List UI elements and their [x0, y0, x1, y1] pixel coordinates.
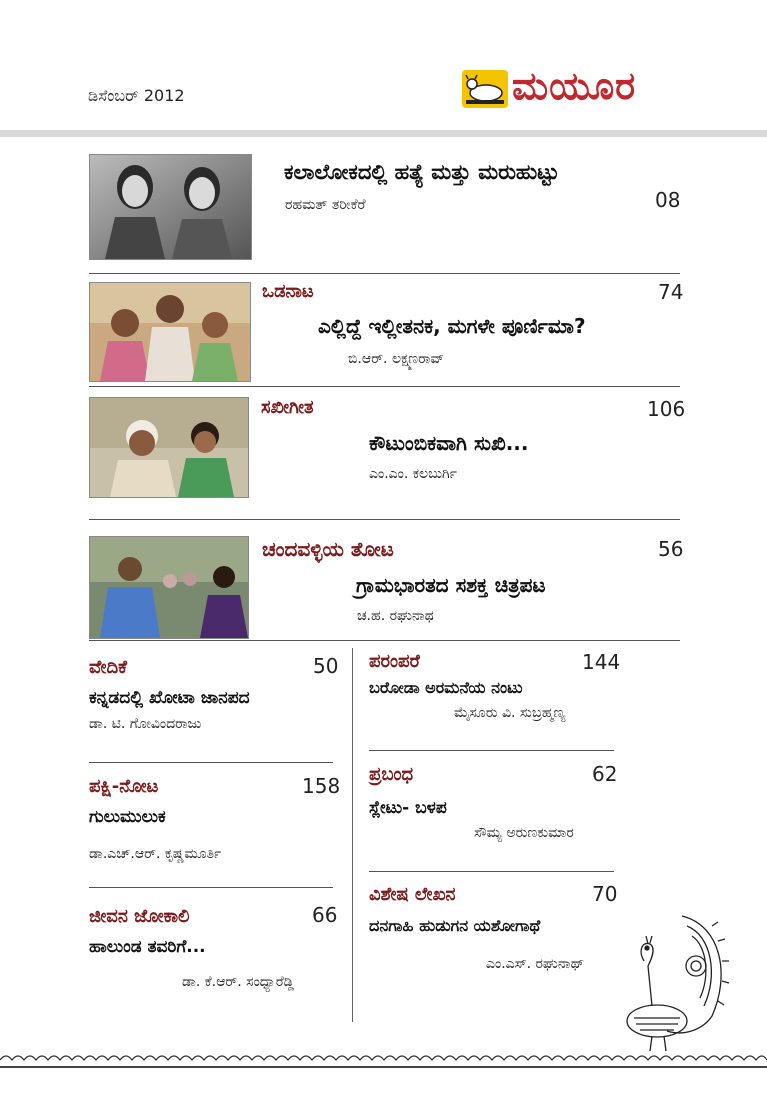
feature-3-page[interactable]: 106 — [647, 397, 686, 421]
feature-photo-3 — [89, 397, 249, 498]
feature-4-author: ಚ.ಹ. ರಘುನಾಥ — [357, 608, 434, 624]
logo-wordmark: ಮಯೂರ — [512, 64, 637, 108]
feature-1-title[interactable]: ಕಲಾಲೋಕದಲ್ಲಿ ಹತ್ಯೆ ಮತ್ತು ಮರುಹುಟ್ಟು — [284, 160, 560, 184]
right-1-title[interactable]: ಬರೋಡಾ ಅರಮನೆಯ ನಂಟು — [369, 678, 523, 697]
magazine-logo — [462, 66, 682, 112]
section-label: ಚಂದವಳ್ಳಿಯ ತೋಟ — [262, 537, 394, 561]
right-1-author: ಮೈಸೂರು ವಿ. ಸುಬ್ರಹ್ಮಣ್ಯ — [454, 705, 566, 721]
left-2-title[interactable]: ಗುಲುಮುಲುಕ — [89, 807, 166, 827]
column-divider — [352, 648, 353, 1022]
divider — [369, 871, 614, 872]
feature-2-page[interactable]: 74 — [658, 280, 684, 304]
divider — [89, 386, 680, 387]
section-label: ಒಡನಾಟ — [262, 281, 314, 302]
feature-1-author: ರಹಮತ್ ತರೀಕೆರೆ — [285, 197, 366, 213]
feature-3-title[interactable]: ಕೌಟುಂಬಿಕವಾಗಿ ಸುಖಿ... — [369, 431, 529, 455]
issue-date: ಡಿಸೆಂಬರ್ 2012 — [88, 86, 185, 105]
section-label: ಪರಂಪರೆ — [369, 651, 420, 672]
left-2-page[interactable]: 158 — [302, 774, 341, 798]
divider — [89, 762, 333, 763]
left-1-page[interactable]: 50 — [313, 654, 339, 678]
left-3-author: ಡಾ. ಕೆ.ಆರ್. ಸಂಧ್ಯಾರೆಡ್ಡಿ — [182, 974, 295, 990]
feature-photo-2 — [89, 282, 251, 382]
feature-4-title[interactable]: ಗ್ರಾಮಭಾರತದ ಸಶಕ್ತ ಚಿತ್ರಪಟ — [356, 573, 546, 597]
feature-photo-4 — [89, 536, 249, 639]
right-2-title[interactable]: ಸ್ಲೇಟು- ಬಳಪ — [369, 798, 447, 818]
left-3-title[interactable]: ಹಾಲುಂಡ ತವರಿಗೆ... — [89, 937, 206, 957]
left-1-author: ಡಾ. ಟಿ. ಗೋವಿಂದರಾಜು — [89, 716, 202, 732]
right-2-author: ಸೌಮ್ಯ ಅರುಣಕುಮಾರ — [474, 825, 574, 841]
peacock-illustration — [612, 906, 732, 1051]
feature-2-title[interactable]: ಎಲ್ಲಿದ್ದೆ ಇಲ್ಲೀತನಕ, ಮಗಳೇ ಪೂರ್ಣಿಮಾ? — [318, 314, 586, 338]
left-2-author: ಡಾ.ಎಚ್.ಆರ್. ಕೃಷ್ಣಮೂರ್ತಿ — [89, 846, 222, 862]
left-1-title[interactable]: ಕನ್ನಡದಲ್ಲಿ ಖೋಟಾ ಜಾನಪದ — [89, 688, 250, 708]
divider — [89, 887, 333, 888]
right-3-author: ಎಂ.ಎಸ್. ರಘುನಾಥ್ — [486, 956, 585, 972]
section-label: ವಿಶೇಷ ಲೇಖನ — [369, 884, 456, 905]
feature-4-page[interactable]: 56 — [658, 537, 684, 561]
section-label: ಸಖೀಗೀತ — [261, 397, 314, 418]
decorative-border — [0, 1052, 767, 1093]
nandi-bull-icon — [462, 70, 508, 108]
section-label: ವೇದಿಕೆ — [89, 657, 127, 678]
feature-3-author: ಎಂ.ಎಂ. ಕಲಬುರ್ಗಿ — [369, 466, 457, 482]
divider — [89, 640, 680, 641]
right-3-page[interactable]: 70 — [592, 882, 618, 906]
divider — [89, 273, 680, 274]
right-2-page[interactable]: 62 — [592, 762, 618, 786]
section-label: ಪಕ್ಷಿ-ನೋಟ — [89, 776, 159, 797]
feature-2-author: ಬಿ.ಆರ್. ಲಕ್ಷ್ಮಣರಾವ್ — [348, 351, 444, 367]
section-label: ಜೀವನ ಜೋಕಾಲಿ — [89, 906, 190, 927]
header-rule — [0, 130, 767, 137]
feature-1-page[interactable]: 08 — [655, 188, 681, 212]
section-label: ಪ್ರಬಂಧ — [369, 764, 414, 785]
divider — [369, 750, 614, 751]
divider — [89, 519, 680, 520]
right-3-title[interactable]: ದನಗಾಹಿ ಹುಡುಗನ ಯಶೋಗಾಥೆ — [369, 916, 541, 935]
feature-photo-1 — [89, 154, 252, 260]
left-3-page[interactable]: 66 — [312, 903, 338, 927]
right-1-page[interactable]: 144 — [582, 650, 621, 674]
